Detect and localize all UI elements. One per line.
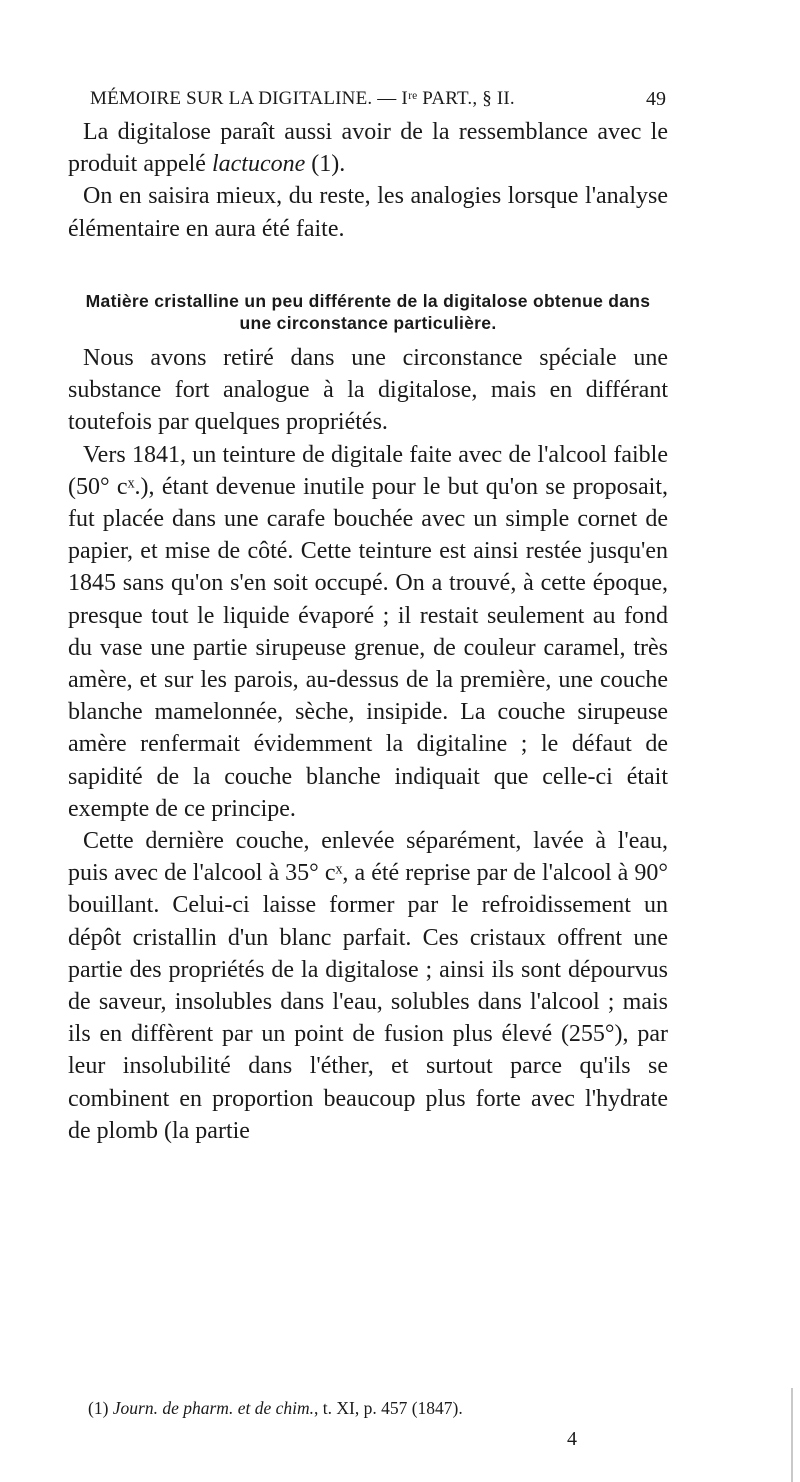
lactucone-term: lactucone <box>211 151 306 178</box>
running-title: MÉMOIRE SUR LA DIGITALINE. — Iʳᵉ PART., § II. <box>90 88 515 109</box>
paragraph-2c-text: Cette dernière couche, enlevée séparément, lavée à l'eau, puis avec de l'alcool à 35° cˣ, a été reprise par de l'alcool à 90° bouillant. Celui-ci laisse former par le refroidissement un dépôt cristallin d'un blanc parfait. Ces cristaux offrent une partie des propriétés de la digitalose ; ainsi ils sont dépourvus de saveur, insolubles dans l'eau, solubles dans l'alcool ; mais ils en diffèrent par un point de fusion plus élevé (255°), par leur insolubilité dans l'éther, et surtout parce qu'ils se combinent en proportion beaucoup plus forte avec l'hydrate de plomb (la partie <box>68 828 668 1144</box>
paragraph-2b-text: Vers 1841, un teinture de digitale faite avec de l'alcool faible (50° cˣ.), étant devenue inutile pour le but qu'on se proposait, fut placée dans une carafe bouchée avec un simple cornet de papier, et mise de côté. Cette teinture est ainsi restée jusqu'en 1845 sans qu'on s'en soit occupé. On a trouvé, à cette époque, presque tout le liquide évaporé ; il restait seulement au fond du vase une partie sirupeuse grenue, de couleur caramel, très amère, et sur les parois, au-dessus de la première, une couche blanche mamelonnée, sèche, insipide. La couche sirupeuse amère renfermait évidemment la digitaline ; le défaut de sapidité de la couche blanche indiquait que celle-ci était exempte de ce principe. <box>68 441 668 822</box>
section-subheading: Matière cristalline un peu différente de la digitalose obtenue dans une circonstance particulière. <box>85 291 651 333</box>
paragraph-1b-text: On en saisira mieux, du reste, les analogies lorsque l'analyse élémentaire en aura été faite. <box>68 183 668 242</box>
signature-mark: 4 <box>567 1428 577 1450</box>
paragraph-1 <box>68 116 668 245</box>
paragraph-1-text: La digitalose paraît aussi avoir de la ressemblance avec le produit appelé lactucone (1). <box>68 119 668 178</box>
paragraph-2a-text: Nous avons retiré dans une circonstance spéciale une substance fort analogue à la digitalose, mais en différant toutefois par quelques propriétés. <box>68 345 668 436</box>
footnote-source: Journ. de pharm. et de chim. <box>112 1398 314 1418</box>
footnote-marker: (1) <box>88 1398 113 1418</box>
footnote <box>88 1398 708 1419</box>
page-edge-line <box>791 1388 793 1482</box>
page-number: 49 <box>646 88 666 110</box>
paragraph-2 <box>68 342 668 1147</box>
running-header <box>90 88 670 110</box>
footnote-detail: , t. XI, p. 457 (1847). <box>314 1398 463 1418</box>
